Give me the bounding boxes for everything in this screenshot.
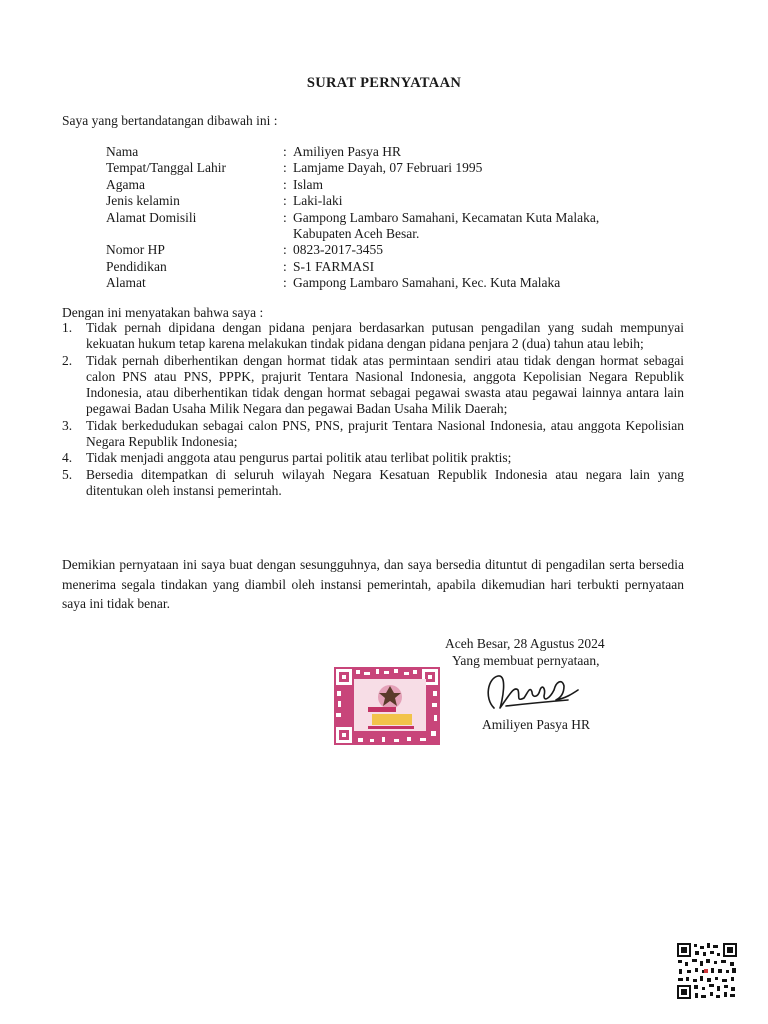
- identity-label: [106, 226, 283, 242]
- identity-label: Alamat Domisili: [106, 209, 197, 225]
- identity-value: Laki-laki: [293, 193, 343, 209]
- identity-colon: :: [283, 193, 287, 209]
- list-text: Tidak pernah diberhentikan dengan hormat tidak atas permintaan sendiri atau tidak dengan hormat sebagai calon PNS atau PNS, PPPK, prajurit Tentara Nasional Indonesia, anggota Kepolisian Negara Republik Indonesia, atau diberhentikan tidak dengan hormat sebagai pegawai swasta atau pegawai lainnya antara lain pegawai Badan Usaha Milik Negara dan pegawai Badan Usaha Milik Daerah;: [86, 352, 684, 417]
- list-text: Tidak berkedudukan sebagai calon PNS, PNS, prajurit Tentara Nasional Indonesia, atau anggota Kepolisian Negara Republik Indonesia;: [86, 417, 684, 450]
- identity-row: [106, 242, 706, 258]
- list-item: [62, 450, 684, 466]
- signer-caption: Yang membuat pernyataan,: [452, 653, 600, 668]
- identity-value: S-1 FARMASI: [293, 258, 375, 274]
- identity-label: Nomor HP: [106, 242, 165, 258]
- identity-label: Pendidikan: [106, 258, 167, 274]
- list-text: Tidak menjadi anggota atau pengurus partai politik atau terlibat politik praktis;: [86, 450, 512, 466]
- identity-colon: :: [283, 160, 287, 176]
- identity-value: 0823-2017-3455: [293, 242, 383, 258]
- identity-colon: :: [283, 209, 287, 225]
- qr-code-icon: [676, 942, 738, 1000]
- identity-value: Gampong Lambaro Samahani, Kec. Kuta Malaka: [293, 275, 561, 291]
- identity-row: [106, 160, 706, 176]
- list-item: [62, 353, 684, 418]
- identity-value: Amiliyen Pasya HR: [293, 144, 401, 159]
- identity-row: [106, 210, 706, 226]
- list-number: 2.: [62, 352, 73, 368]
- list-item: [62, 467, 684, 500]
- list-number: 1.: [62, 320, 73, 335]
- identity-label: Tempat/Tanggal Lahir: [106, 160, 226, 176]
- identity-colon: :: [283, 242, 287, 258]
- identity-colon: :: [283, 176, 287, 192]
- identity-value: Kabupaten Aceh Besar.: [293, 226, 420, 242]
- identity-label: Nama: [106, 144, 139, 159]
- identity-colon-blank: [283, 226, 293, 242]
- identity-label: Alamat: [106, 275, 146, 291]
- list-number: 3.: [62, 417, 73, 433]
- identity-value: Islam: [293, 176, 323, 192]
- statement-list: [62, 320, 684, 499]
- identity-row: [106, 177, 706, 193]
- revenue-stamp-icon: [334, 667, 440, 745]
- identity-row: [106, 275, 706, 291]
- list-text: Bersedia ditempatkan di seluruh wilayah Negara Kesatuan Republik Indonesia atau negara lain yang ditentukan oleh instansi pemerintah.: [86, 466, 684, 498]
- identity-value: Gampong Lambaro Samahani, Kecamatan Kuta Malaka,: [293, 209, 600, 225]
- place-date: Aceh Besar, 28 Agustus 2024: [445, 636, 605, 651]
- closing-paragraph: Demikian pernyataan ini saya buat dengan sesungguhnya, dan saya bersedia dituntut di pengadilan serta bersedia menerima segala tindakan yang diambil oleh instansi pemerintah, apabila dikemudian hari terbukti pernyataan saya ini tidak benar.: [62, 557, 684, 611]
- list-item: [62, 418, 684, 451]
- list-text: Tidak pernah dipidana dengan pidana penjara berdasarkan putusan pengadilan yang sudah mempunyai kekuatan hukum tetap karena melakukan tindak pidana dengan pidana penjara 2 (dua) tahun atau lebih;: [86, 320, 684, 352]
- identity-table: [106, 144, 706, 292]
- list-number: 5.: [62, 466, 73, 482]
- signature-icon: [480, 668, 590, 718]
- statement-intro: Dengan ini menyatakan bahwa saya :: [62, 305, 264, 320]
- list-item: [62, 320, 684, 353]
- identity-value: Lamjame Dayah, 07 Februari 1995: [293, 160, 483, 176]
- list-number: 4.: [62, 450, 73, 466]
- identity-row: [106, 226, 706, 242]
- identity-colon: :: [283, 275, 287, 291]
- identity-row: [106, 193, 706, 209]
- signer-name: Amiliyen Pasya HR: [482, 717, 590, 732]
- intro-text: Saya yang bertandatangan dibawah ini :: [62, 113, 278, 128]
- identity-colon: :: [283, 144, 287, 159]
- identity-label: Agama: [106, 176, 145, 192]
- identity-row: [106, 144, 706, 160]
- document-title: SURAT PERNYATAAN: [306, 75, 462, 91]
- identity-row: [106, 259, 706, 275]
- identity-label: Jenis kelamin: [106, 193, 180, 209]
- identity-colon: :: [283, 258, 287, 274]
